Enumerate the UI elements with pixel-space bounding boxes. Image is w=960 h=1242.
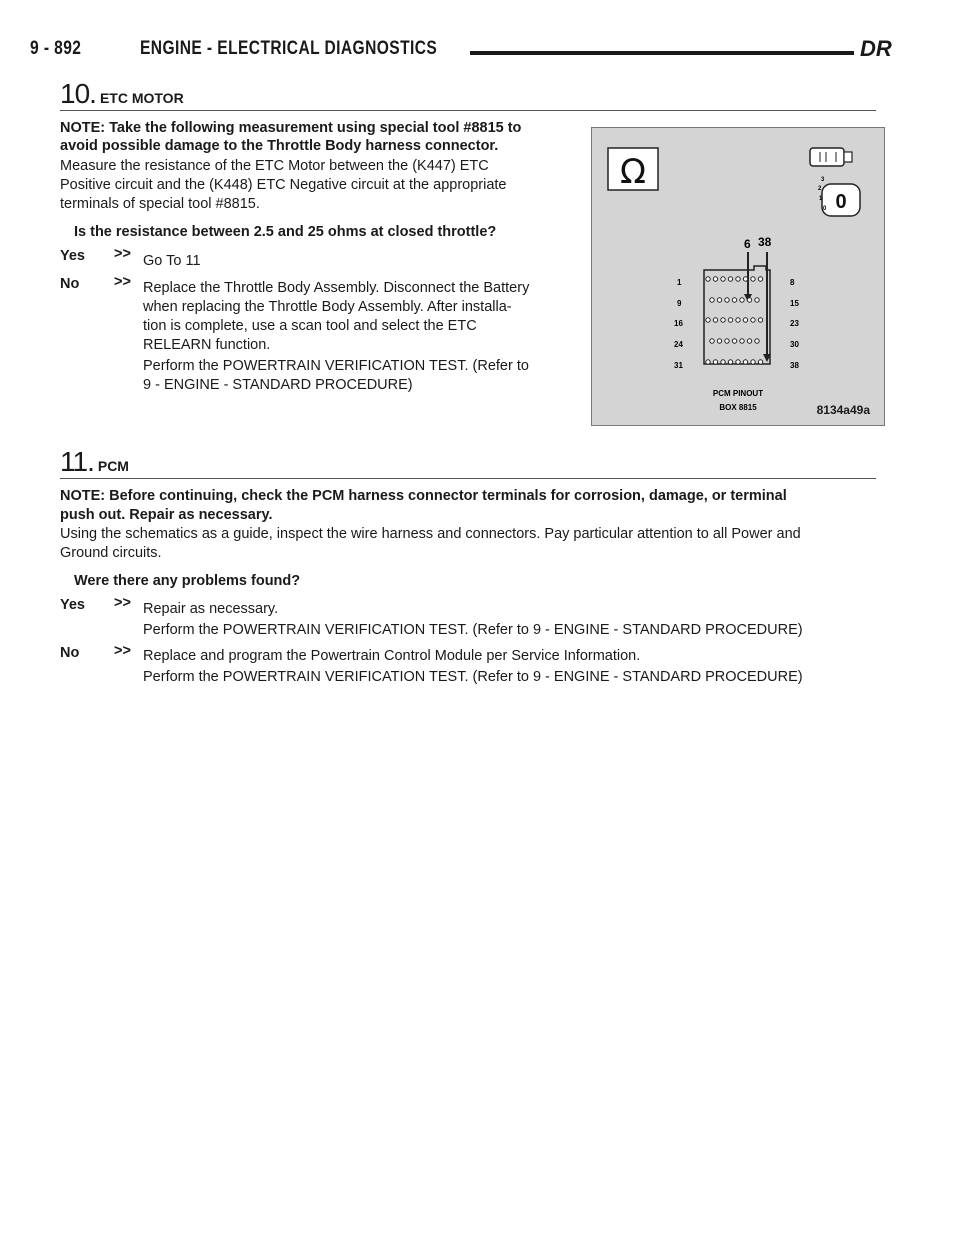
- connector-pin: [732, 339, 736, 343]
- connector-pin: [728, 360, 732, 364]
- yes-label: Yes: [60, 248, 85, 264]
- connector-pin: [717, 339, 721, 343]
- connector-pin: [743, 360, 747, 364]
- no-line-1: Replace and program the Powertrain Control Module per Service Information.: [143, 648, 641, 664]
- row-right-label: 8: [790, 278, 795, 287]
- connector-pin: [743, 318, 747, 322]
- no-line-2: Perform the POWERTRAIN VERIFICATION TEST. (Refer to 9 - ENGINE - STANDARD PROCEDURE): [143, 669, 803, 685]
- step-10-note-line-1: NOTE: Take the following measurement using special tool #8815 to: [60, 120, 522, 136]
- connector-pin: [728, 277, 732, 281]
- no-line-6: 9 - ENGINE - STANDARD PROCEDURE): [143, 377, 413, 393]
- dial-mark-1: 1: [819, 196, 823, 202]
- connector-pin: [747, 298, 751, 302]
- step-10-rule: [60, 110, 876, 111]
- no-label: No: [60, 645, 80, 661]
- row-left-label: 1: [677, 278, 682, 287]
- figure-code: 8134a49a: [816, 403, 870, 417]
- probe-pin-b: 38: [758, 235, 772, 249]
- connector-pin: [710, 339, 714, 343]
- connector-pin: [743, 277, 747, 281]
- dial-value: 0: [835, 191, 847, 213]
- connector-pin: [736, 277, 740, 281]
- row-right-label: 23: [790, 319, 799, 328]
- section-title: ENGINE - ELECTRICAL DIAGNOSTICS: [140, 38, 438, 59]
- connector-pin: [751, 318, 755, 322]
- connector-pin: [755, 298, 759, 302]
- connector-pin: [736, 360, 740, 364]
- connector-pin: [740, 298, 744, 302]
- step-10-body-line-2: Positive circuit and the (K448) ETC Negative circuit at the appropriate: [60, 177, 507, 193]
- step-10-note-line-2: avoid possible damage to the Throttle Body harness connector.: [60, 138, 499, 154]
- step-10-heading: [60, 78, 184, 110]
- row-right-label: 30: [790, 340, 799, 349]
- dial-mark-3: 3: [821, 177, 825, 183]
- connector-pin: [713, 318, 717, 322]
- header-rule: [470, 51, 854, 55]
- connector-pin: [725, 339, 729, 343]
- connector-pin: [706, 318, 710, 322]
- connector-pin: [721, 360, 725, 364]
- connector-pin: [728, 318, 732, 322]
- plug-icon: [810, 148, 852, 166]
- row-left-label: 24: [674, 340, 683, 349]
- step-number: 11.: [60, 446, 94, 477]
- dial-mark-2: 2: [818, 186, 822, 192]
- yes-line-1: Repair as necessary.: [143, 601, 279, 617]
- no-line-4: RELEARN function.: [143, 337, 271, 353]
- yes-text: Go To 11: [143, 253, 201, 269]
- probe-pin-a: 6: [744, 237, 751, 251]
- step-11-heading: [60, 446, 129, 478]
- connector-pin: [710, 298, 714, 302]
- connector-pin: [713, 277, 717, 281]
- connector-pin: [758, 360, 762, 364]
- step-11-rule: [60, 478, 876, 479]
- connector-pin: [725, 298, 729, 302]
- yes-arrow: >>: [114, 246, 131, 262]
- no-label: No: [60, 276, 80, 292]
- pcm-pinout-figure: [591, 127, 885, 426]
- row-right-label: 15: [790, 299, 799, 308]
- figure-caption-2: BOX 8815: [719, 403, 757, 412]
- step-10-body-line-1: Measure the resistance of the ETC Motor between the (K447) ETC: [60, 158, 489, 174]
- step-10-question: Is the resistance between 2.5 and 25 ohms at closed throttle?: [74, 224, 497, 240]
- ohm-symbol: Ω: [620, 152, 646, 192]
- connector-pin: [713, 360, 717, 364]
- no-arrow: >>: [114, 274, 131, 290]
- no-line-5: Perform the POWERTRAIN VERIFICATION TEST. (Refer to: [143, 358, 529, 374]
- connector-pin: [751, 360, 755, 364]
- row-left-label: 31: [674, 361, 683, 370]
- connector-pin: [758, 277, 762, 281]
- no-line-3: tion is complete, use a scan tool and select the ETC: [143, 318, 477, 334]
- pin-grid: [706, 277, 763, 364]
- step-number: 10.: [60, 78, 96, 109]
- row-left-label: 16: [674, 319, 683, 328]
- row-left-label: 9: [677, 299, 682, 308]
- yes-line-2: Perform the POWERTRAIN VERIFICATION TEST. (Refer to 9 - ENGINE - STANDARD PROCEDURE): [143, 622, 803, 638]
- connector-pin: [758, 318, 762, 322]
- step-title: ETC MOTOR: [99, 90, 184, 106]
- dial-mark-0: 0: [823, 206, 827, 212]
- step-11-body-line-2: Ground circuits.: [60, 545, 162, 561]
- connector-pin: [740, 339, 744, 343]
- step-11-note-line-2: push out. Repair as necessary.: [60, 507, 273, 523]
- connector-pin: [706, 277, 710, 281]
- connector-pin: [736, 318, 740, 322]
- connector-pin: [747, 339, 751, 343]
- connector-pin: [721, 277, 725, 281]
- no-line-2: when replacing the Throttle Body Assembly. After installa-: [143, 299, 512, 315]
- connector-pin: [706, 360, 710, 364]
- pinout-illustration: [592, 128, 884, 425]
- page-header: [28, 36, 892, 66]
- connector-pin: [751, 277, 755, 281]
- connector-pin: [717, 298, 721, 302]
- yes-arrow: >>: [114, 595, 131, 611]
- model-code: DR: [860, 36, 892, 61]
- figure-caption-1: PCM PINOUT: [712, 389, 764, 398]
- page-number: 9 - 892: [30, 38, 82, 59]
- selector-dial-icon: [818, 177, 860, 216]
- step-11-body-line-1: Using the schematics as a guide, inspect the wire harness and connectors. Pay particular attention to all Power and: [60, 526, 801, 542]
- no-line-1: Replace the Throttle Body Assembly. Disconnect the Battery: [143, 280, 530, 296]
- no-arrow: >>: [114, 643, 131, 659]
- step-title: PCM: [97, 458, 129, 474]
- step-11-question: Were there any problems found?: [74, 573, 301, 589]
- step-10-body-line-3: terminals of special tool #8815.: [60, 196, 260, 212]
- connector-pin: [721, 318, 725, 322]
- step-11-note-line-1: NOTE: Before continuing, check the PCM harness connector terminals for corrosion, damage, or terminal: [60, 488, 787, 504]
- connector-pin: [732, 298, 736, 302]
- yes-label: Yes: [60, 597, 85, 613]
- row-right-label: 38: [790, 361, 799, 370]
- connector-pin: [755, 339, 759, 343]
